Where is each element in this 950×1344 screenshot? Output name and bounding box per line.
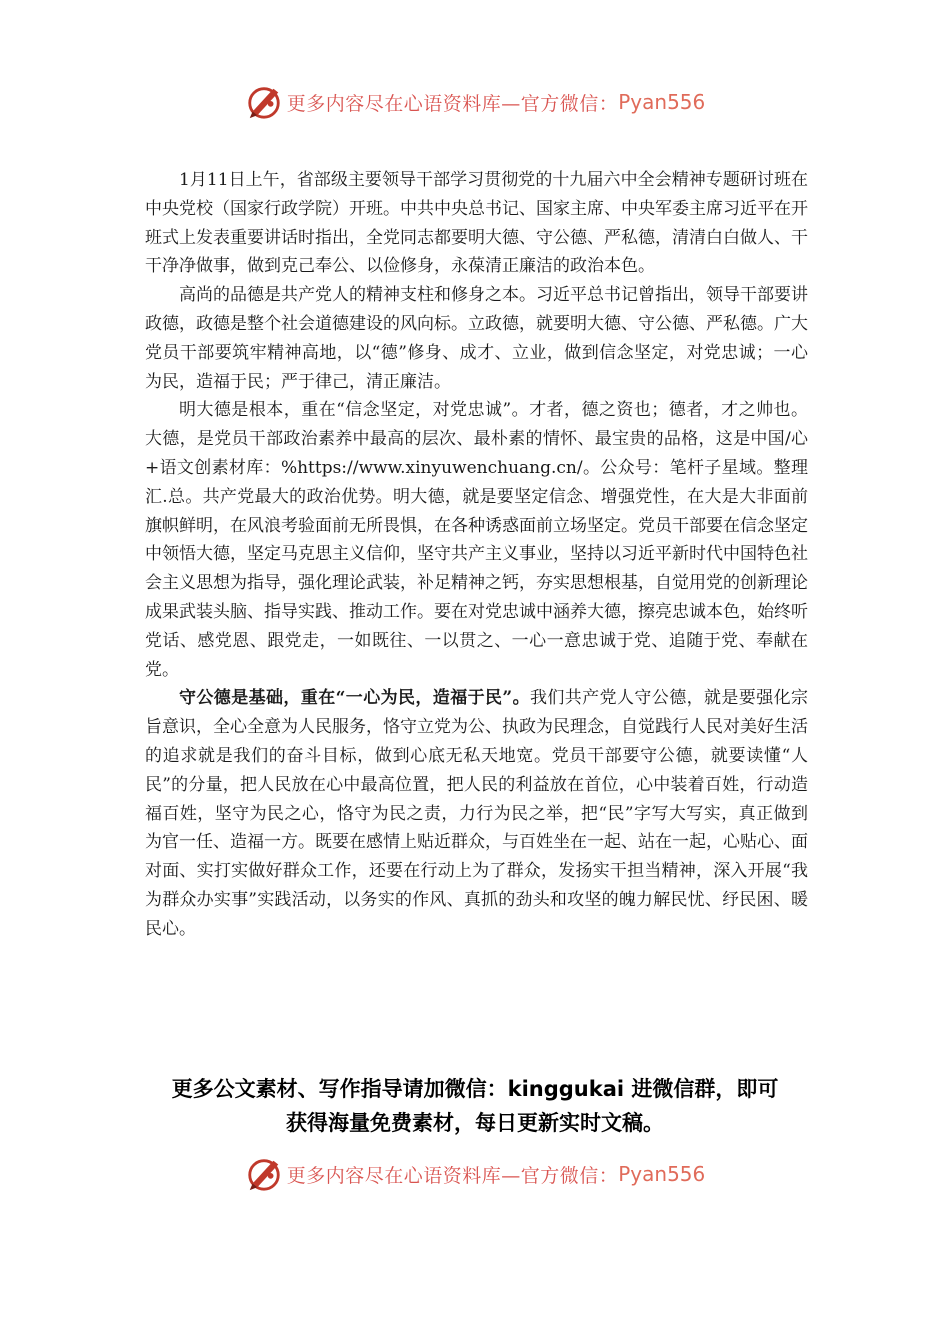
article-paragraph <box>145 281 808 396</box>
article-paragraph <box>145 684 808 943</box>
promo-message <box>120 1072 830 1140</box>
pen-logo-icon <box>245 83 283 121</box>
header-banner <box>0 80 950 124</box>
banner-text: 更多内容尽在心语资料库—官方微信： <box>286 92 619 115</box>
article-paragraph <box>145 396 808 684</box>
promo-line-1: 更多公文素材、写作指导请加微信：kinggukai 进微信群，即可 <box>171 1077 779 1101</box>
promo-line-2: 获得海量免费素材，每日更新实时文稿。 <box>286 1111 664 1135</box>
banner-wechat-id: Pyan556 <box>618 90 706 114</box>
paragraph-text: 高尚的品德是共产党人的精神支柱和修身之本。习近平总书记曾指出，领导干部要讲政德，政德是整个社会道德建设的风向标。立政德，就要明大德、守公德、严私德。广大党员干部要筑牢精神高地，以“德”修身、成才、立业，做到信念坚定，对党忠诚；一心为民，造福于民；严于律己，清正廉洁。 <box>145 285 808 392</box>
pen-logo-icon <box>245 1155 283 1193</box>
banner-wechat-id: Pyan556 <box>618 1162 706 1186</box>
paragraph-text: 1月11日上午，省部级主要领导干部学习贯彻党的十九届六中全会精神专题研讨班在中央党校（国家行政学院）开班。中共中央总书记、国家主席、中央军委主席习近平在开班式上发表重要讲话时指出，全党同志都要明大德、守公德、严私德，清清白白做人、干干净净做事，做到克己奉公、以俭修身，永葆清正廉洁的政治本色。 <box>145 170 808 277</box>
paragraph-text: 我们共产党人守公德，就是要强化宗旨意识，全心全意为人民服务，恪守立党为公、执政为民理念，自觉践行人民对美好生活的追求就是我们的奋斗目标，做到心底无私天地宽。党员干部要守公德，就要读懂“人民”的分量，把人民放在心中最高位置，把人民的利益放在首位，心中装着百姓，行动造福百姓，坚守为民之心，恪守为民之责，力行为民之举，把“民”字写大写实，真正做到为官一任、造福一方。既要在感情上贴近群众，与百姓坐在一起、站在一起，心贴心、面对面、实打实做好群众工作，还要在行动上为了群众，发扬实干担当精神，深入开展“我为群众办实事”实践活动，以务实的作风、真抓的劲头和攻坚的魄力解民忧、纾民困、暖民心。 <box>145 688 808 939</box>
banner-text: 更多内容尽在心语资料库—官方微信： <box>286 1164 619 1187</box>
paragraph-text: 明大德是根本，重在“信念坚定，对党忠诚”。才者，德之资也；德者，才之帅也。大德，是党员干部政治素养中最高的层次、最朴素的情怀、最宝贵的品格，这是中国/心+语文创素材库：%https://www.xinyuwenchuang.cn/。公众号：笔杆子星域。整理汇.总。共产党最大的政治优势。明大德，就是要坚定信念、增强党性，在大是大非面前旗帜鲜明，在风浪考验面前无所畏惧，在各种诱惑面前立场坚定。党员干部要在信念坚定中领悟大德，坚定马克思主义信仰，坚守共产主义事业，坚持以习近平新时代中国特色社会主义思想为指导，强化理论武装，补足精神之钙，夯实思想根基，自觉用党的创新理论成果武装头脑、指导实践、推动工作。要在对党忠诚中涵养大德，擦亮忠诚本色，始终听党话、感党恩、跟党走，一如既往、一以贯之、一心一意忠诚于党、追随于党、奉献在党。 <box>145 400 808 680</box>
footer-banner <box>0 1152 950 1196</box>
article-paragraph <box>145 166 808 281</box>
article-body <box>145 166 808 944</box>
paragraph-lead: 守公德是基础，重在“一心为民，造福于民”。 <box>179 688 530 709</box>
